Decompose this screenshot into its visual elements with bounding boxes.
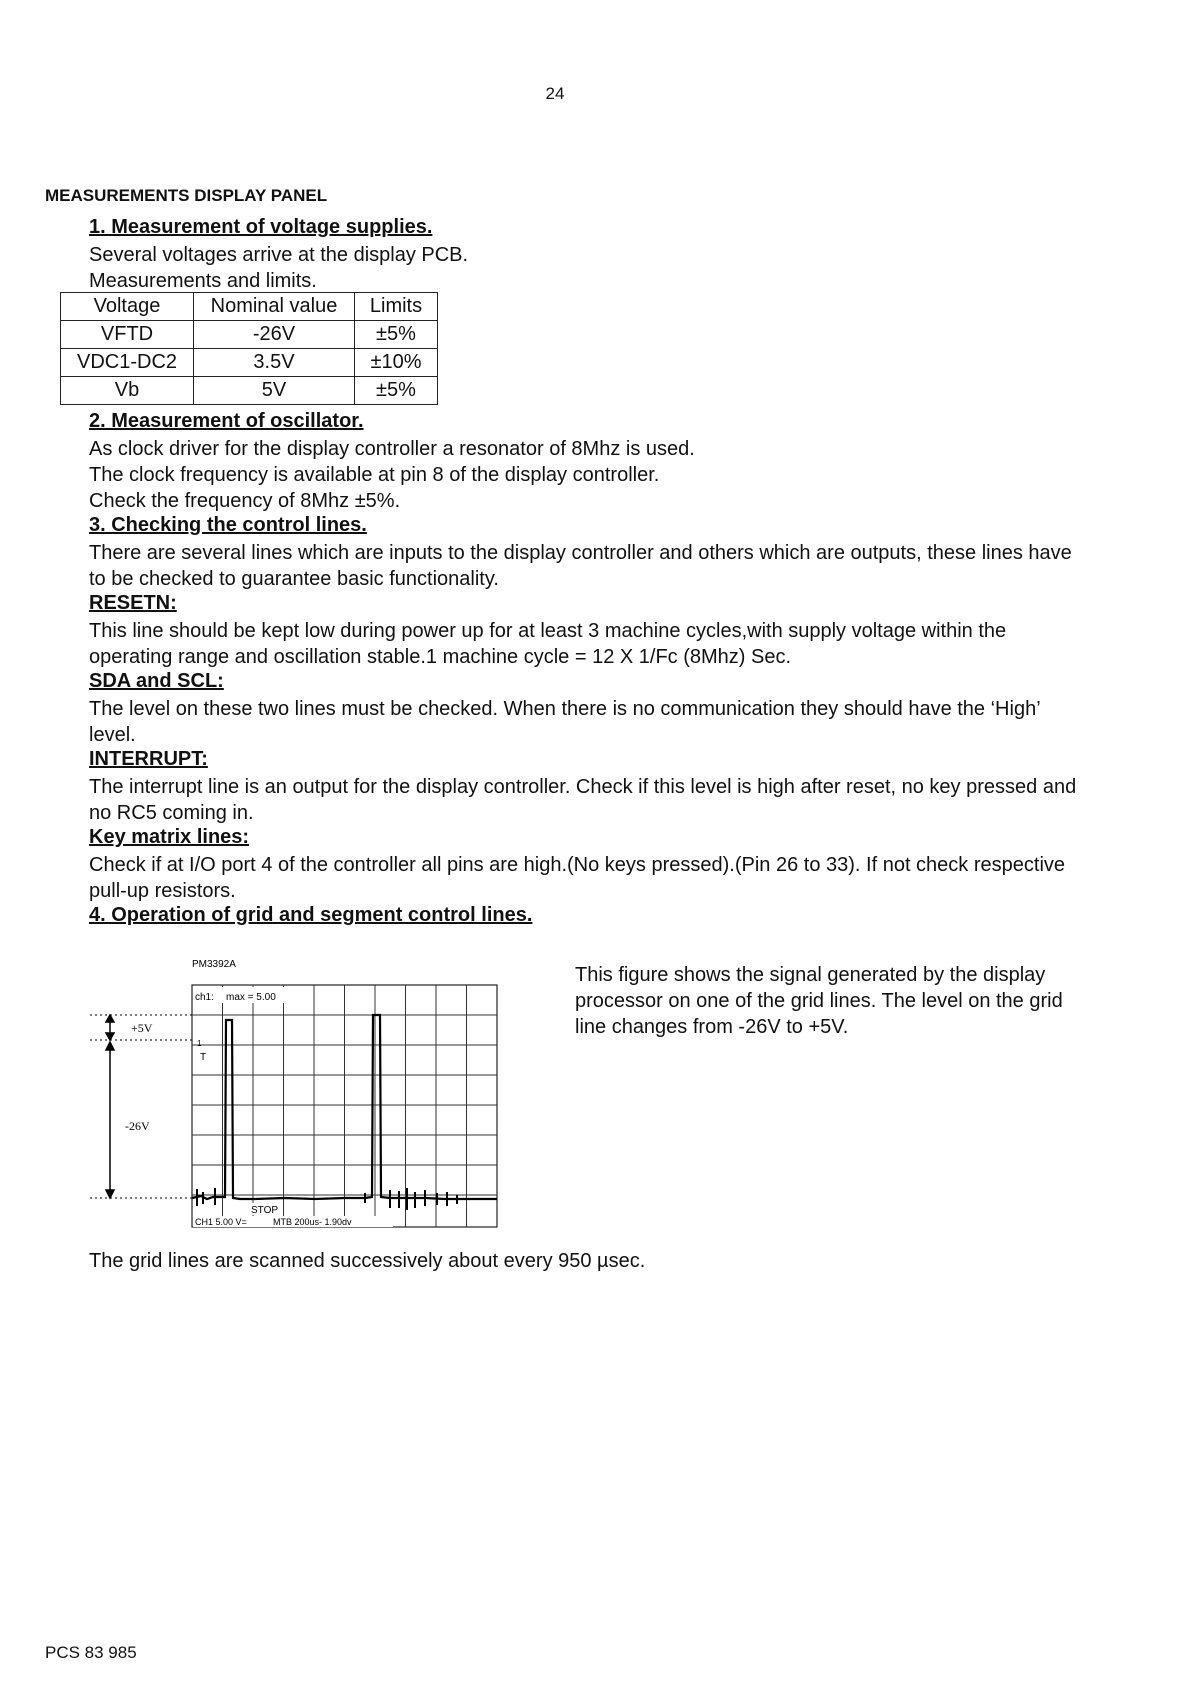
table-row (61, 321, 438, 349)
table-row (61, 377, 438, 405)
scope-marker-label: 1 (197, 1039, 202, 1048)
table-cell: -26V (194, 321, 355, 349)
resetn-text: This line should be kept low during power up for at least 3 machine cycles,with supply voltage within the operating range and oscillation stable.1 machine cycle = 12 X 1/Fc (8Mhz) Sec. (89, 620, 1007, 668)
section-2-heading: 2. Measurement of oscillator. (89, 410, 364, 432)
oscilloscope-figure (85, 950, 505, 1240)
table-cell: ±5% (355, 377, 438, 405)
scope-grid (192, 985, 497, 1227)
section-2-line-3: Check the frequency of 8Mhz ±5%. (89, 490, 401, 512)
table-cell: 5V (194, 377, 355, 405)
section-1-line-1: Several voltages arrive at the display PCB. (89, 244, 469, 266)
scope-trigger-label: T (200, 1052, 207, 1063)
section-3-heading: 3. Checking the control lines. (89, 514, 367, 536)
table-cell: ±5% (355, 321, 438, 349)
closing-text: The grid lines are scanned successively about every 950 µsec. (89, 1250, 646, 1272)
key-matrix-text: Check if at I/O port 4 of the controller all pins are high.(No keys pressed).(Pin 26 to 33). If not check respective pull-up resistors. (89, 854, 1066, 902)
table-header: Nominal value (194, 293, 355, 321)
scope-ch1-scale-label: CH1 5.00 V= (195, 1217, 247, 1227)
resetn-heading: RESETN: (89, 592, 177, 614)
section-1-heading: 1. Measurement of voltage supplies. (89, 216, 433, 238)
sda-scl-text: The level on these two lines must be checked. When there is no communication they should have the ‘High’ level. (89, 698, 1040, 746)
section-1-line-2: Measurements and limits. (89, 270, 317, 292)
document-code: PCS 83 985 (45, 1643, 137, 1662)
section-4-heading: 4. Operation of grid and segment control lines. (89, 904, 533, 926)
sda-scl-heading: SDA and SCL: (89, 670, 224, 692)
table-cell: 3.5V (194, 349, 355, 377)
interrupt-text: The interrupt line is an output for the display controller. Check if this level is high after reset, no key pressed and no RC5 coming in. (89, 776, 1077, 824)
table-cell: ±10% (355, 349, 438, 377)
scope-mtb-label: MTB 200us- 1.90dv (273, 1217, 352, 1227)
key-matrix-heading: Key matrix lines: (89, 826, 250, 848)
scope-level-arrows (106, 1015, 114, 1198)
scope-model-label: PM3392A (192, 959, 236, 970)
table-cell: Vb (61, 377, 194, 405)
table-header-row (61, 293, 438, 321)
table-cell: VFTD (61, 321, 194, 349)
scope-ch1-label: ch1: (195, 992, 214, 1003)
table-header: Limits (355, 293, 438, 321)
table-header: Voltage (61, 293, 194, 321)
section-2-line-2: The clock frequency is available at pin 8 of the display controller. (89, 464, 660, 486)
figure-description: This figure shows the signal generated by the display processor on one of the grid lines. The level on the grid line changes from -26V to +5V. (575, 964, 1063, 1038)
scope-plus5v-label: +5V (131, 1021, 153, 1035)
section-2-line-1: As clock driver for the display controller a resonator of 8Mhz is used. (89, 438, 695, 460)
scope-max-label: max = 5.00 (226, 992, 276, 1003)
section-3-text: There are several lines which are inputs to the display controller and others which are outputs, these lines have to be checked to guarantee basic functionality. (89, 542, 1072, 590)
table-cell: VDC1-DC2 (61, 349, 194, 377)
voltage-table (60, 292, 438, 405)
scope-stop-label: STOP (251, 1205, 279, 1216)
interrupt-heading: INTERRUPT: (89, 748, 208, 770)
table-row (61, 349, 438, 377)
scope-level-leaders (90, 1015, 192, 1198)
page-number: 24 (545, 84, 565, 103)
page-title: MEASUREMENTS DISPLAY PANEL (45, 186, 328, 205)
scope-minus26v-label: -26V (125, 1119, 150, 1133)
